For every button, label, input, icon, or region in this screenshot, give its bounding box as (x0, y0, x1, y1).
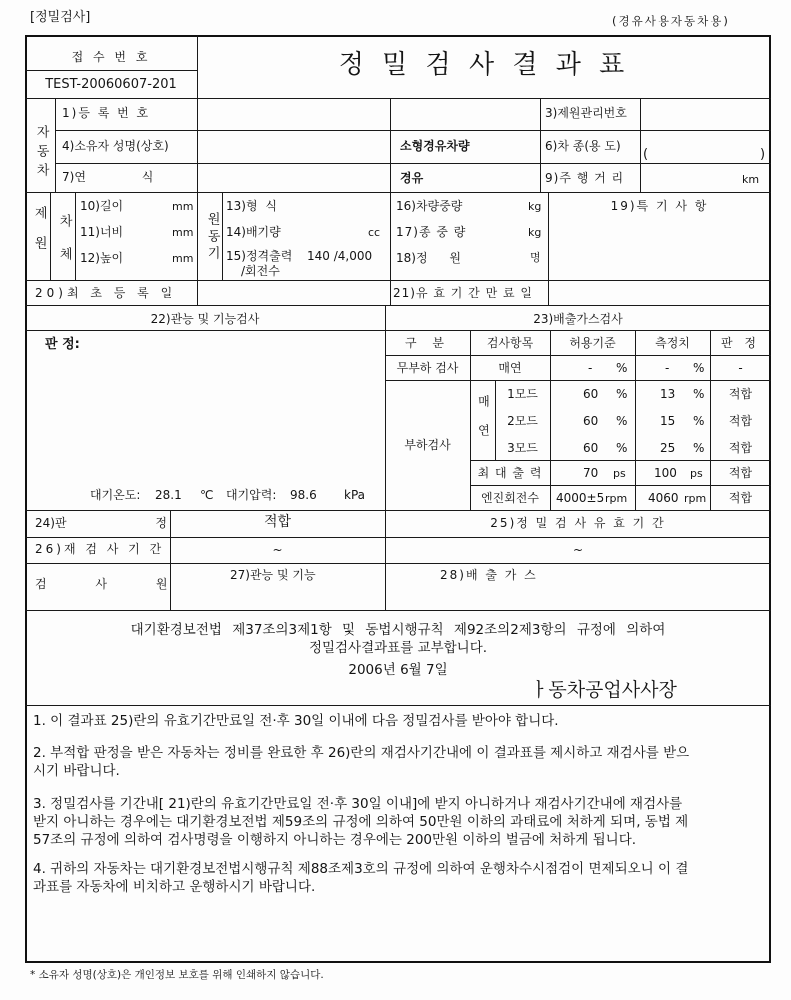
expiry-label: 21)유 효 기 간 만 료 일 (393, 286, 533, 300)
no-load-measured: - (665, 361, 670, 375)
mileage-unit: km (742, 173, 760, 186)
receipt-label: 접 수 번 호 (71, 50, 151, 64)
note-line: 2. 부적합 판정을 받은 자동차는 정비를 완료한 후 26)란의 재검사기간내에 이 결과표를 제시하고 재검사를 받으 (33, 745, 690, 761)
final-verdict-label: 24)판 정 (35, 516, 167, 530)
pressure-value: 98.6 (290, 488, 317, 502)
rule-line (470, 485, 771, 486)
engine-rpm-measured: 4060 (648, 491, 679, 505)
width-label: 11)너비 (80, 225, 124, 239)
rated-output-label: 15)정격출력 (226, 249, 293, 263)
sensory-check-title: 22)관능 및 기능검사 (150, 312, 260, 326)
mode-measured: 15 (660, 414, 676, 428)
emission-check-title: 23)배출가스검사 (533, 312, 623, 326)
inspector-label: 검 사 원 (35, 577, 168, 591)
displacement-unit: cc (368, 226, 381, 239)
mode-limit: 60 (583, 414, 599, 428)
fuel-value: 경유 (400, 171, 424, 185)
type-label: 6)차 종(용 도) (545, 139, 621, 153)
note-line: 시기 바랍니다. (33, 763, 120, 779)
rule-line (470, 330, 471, 510)
rule-line (25, 610, 771, 611)
mode-name: 2모드 (507, 414, 538, 428)
rule-line (640, 98, 641, 192)
smoke-label: 매연 (476, 395, 491, 453)
gross-weight-unit: kg (528, 226, 542, 239)
rule-line (540, 98, 541, 192)
note-line: 받지 아니하는 경우에는 대기환경보전법 제59조의 규정에 의하여 50만원 이하의 과태료에 처하게 되며, 동법 제 (33, 814, 689, 830)
engine-label: 원동기 (204, 212, 220, 263)
rule-line (25, 98, 771, 99)
rule-line (75, 192, 76, 280)
mode-limit: 60 (583, 387, 599, 401)
table-header: 허용기준 (569, 336, 616, 350)
mode-limit-unit: % (616, 387, 628, 401)
mode-verdict: 적합 (728, 387, 753, 401)
engine-model-label: 13)형 식 (226, 199, 277, 213)
no-load-limit-unit: % (616, 361, 628, 375)
height-label: 12)높이 (80, 251, 124, 265)
issue-date: 2006년 6월 7일 (348, 662, 448, 678)
mode-name: 3모드 (507, 441, 538, 455)
receipt-number: TEST-20060607-201 (45, 77, 177, 92)
recheck-period-label: 26)재 검 사 기 간 (35, 542, 165, 556)
engine-rpm-label: 엔진회전수 (481, 491, 539, 505)
width-unit: mm (172, 226, 194, 239)
table-header: 측정치 (655, 336, 690, 350)
rule-line (25, 537, 771, 538)
max-power-label: 최 대 출 력 (477, 466, 543, 480)
max-power-verdict: 적합 (728, 466, 753, 480)
rule-line (25, 70, 197, 71)
certification-line: 대기환경보전법 제37조의3제1항 및 동법시행규칙 제92조의2제3항의 규정에 의하여 (130, 622, 666, 638)
mode-measured-unit: % (693, 414, 705, 428)
rule-line (25, 705, 771, 706)
no-load-item: 매연 (498, 361, 522, 375)
rule-line (25, 192, 771, 193)
final-verdict: 적합 (263, 514, 292, 530)
mode-measured: 13 (660, 387, 676, 401)
table-header: 검사항목 (486, 336, 534, 350)
no-load-verdict: - (738, 361, 743, 375)
form-tag: [정밀검사] (30, 10, 91, 25)
body-label: 차체 (56, 214, 72, 280)
displacement-label: 14)배기량 (226, 225, 281, 239)
rule-line (25, 330, 771, 331)
issuer-name: ㅏ동차공업사사장 (530, 679, 677, 701)
mode-measured-unit: % (693, 387, 705, 401)
mode-verdict: 적합 (728, 441, 753, 455)
mode-limit-unit: % (616, 441, 628, 455)
engine-rpm-limit: 4000±5 (556, 491, 605, 505)
spec-no-label: 3)제원관리번호 (545, 106, 627, 120)
mode-measured-unit: % (693, 441, 705, 455)
rule-line (50, 192, 51, 280)
max-power-measured: 100 (654, 466, 677, 480)
rule-line (25, 280, 771, 281)
table-header: 구 분 (405, 336, 450, 350)
load-check-label: 부하검사 (404, 438, 451, 452)
rule-line (25, 305, 771, 306)
note-line: 1. 이 결과표 25)란의 유효기간만료일 전·후 30일 이내에 다음 정밀검사를 받아야 합니다. (33, 713, 559, 729)
rule-line (25, 563, 771, 564)
ambient-temp-value: 28.1 (155, 488, 182, 502)
registration-label: 1)등 록 번 호 (62, 106, 151, 120)
note-line: 3. 정밀검사를 기간내[ 21)란의 유효기간만료일 전·후 30일 이내]에 받지 아니하거나 재검사기간내에 재검사를 (33, 796, 683, 812)
note-line: 과표를 자동차에 비치하고 운행하시기 바랍니다. (33, 879, 316, 895)
page-title: 정 밀 검 사 결 과 표 (338, 50, 630, 80)
validity-period-label: 25)정 밀 검 사 유 효 기 간 (490, 516, 666, 530)
mileage-label: 9)주 행 거 리 (545, 171, 625, 185)
ambient-temp-unit: ℃ (200, 488, 214, 502)
owner-label: 4)소유자 성명(상호) (62, 139, 169, 153)
certification-line: 정밀검사결과표를 교부합니다. (308, 640, 488, 656)
gross-weight-label: 17)종 중 량 (396, 225, 467, 239)
rule-line (25, 510, 771, 511)
table-header: 판 정 (721, 336, 760, 350)
rule-line (55, 163, 771, 164)
rule-line (635, 330, 636, 510)
no-load-limit: - (588, 361, 593, 375)
mode-name: 1모드 (507, 387, 538, 401)
note-line: 4. 귀하의 자동차는 대기환경보전법시행규칙 제88조제3호의 규정에 의하여 운행차수시점검이 면제되오니 이 결 (33, 861, 689, 877)
curb-weight-label: 16)차량중량 (396, 199, 463, 213)
model-year-label: 7)연 식 (62, 170, 154, 184)
max-power-measured-unit: ps (690, 467, 703, 480)
type-open-paren: ( (643, 147, 649, 162)
inspector-emission-label: 28)배 출 가 스 (440, 568, 538, 582)
privacy-footnote: * 소유자 성명(상호)은 개인정보 보호를 위해 인쇄하지 않습니다. (30, 969, 324, 981)
capacity-unit: 명 (530, 251, 541, 264)
inspector-sensory-label: 27)관능 및 기능 (230, 568, 316, 582)
rated-output-value: 140 /4,000 (307, 249, 373, 263)
engine-rpm-measured-unit: rpm (684, 492, 707, 505)
rule-line (385, 305, 386, 610)
engine-rpm-verdict: 적합 (728, 491, 753, 505)
no-load-measured-unit: % (693, 361, 705, 375)
sensory-verdict-label: 판 정: (45, 337, 80, 352)
rule-line (550, 330, 551, 510)
note-line: 57조의 규정에 의하여 검사명령을 이행하지 아니하는 경우에는 200만원 이하의 벌금에 처하게 됩니다. (33, 832, 637, 848)
remarks-label: 19)특 기 사 항 (610, 199, 709, 213)
form-type: (경유사용자동차용) (612, 14, 730, 28)
specs-section-label: 제원 (31, 206, 47, 266)
mode-measured: 25 (660, 441, 676, 455)
vehicle-section-label: 자동차 (33, 125, 49, 182)
pressure-unit: kPa (344, 488, 365, 502)
recheck-period-range: ~ (272, 543, 283, 557)
curb-weight-unit: kg (528, 200, 542, 213)
mode-verdict: 적합 (728, 414, 753, 428)
length-label: 10)길이 (80, 199, 124, 213)
max-power-limit: 70 (583, 466, 599, 480)
rule-line (385, 380, 771, 381)
rule-line (470, 460, 771, 461)
validity-period-range: ~ (572, 543, 584, 557)
vehicle-class: 소형경유차량 (400, 139, 470, 153)
ambient-temp-label: 대기온도: (90, 488, 141, 502)
type-close-paren: ) (760, 147, 766, 162)
no-load-label: 무부하 검사 (396, 361, 459, 375)
mode-limit: 60 (583, 441, 599, 455)
engine-rpm-limit-unit: rpm (605, 492, 628, 505)
rule-line (55, 130, 771, 131)
capacity-label: 18)정 원 (396, 251, 461, 265)
mode-limit-unit: % (616, 414, 628, 428)
rule-line (222, 192, 223, 280)
rule-line (385, 355, 771, 356)
first-registration-label: 20)최 초 등 록 일 (35, 286, 177, 300)
rated-output-rpm-label: /회전수 (241, 264, 280, 278)
rule-line (390, 98, 391, 305)
height-unit: mm (172, 252, 194, 265)
rule-line (55, 98, 56, 192)
max-power-limit-unit: ps (613, 467, 626, 480)
length-unit: mm (172, 200, 194, 213)
pressure-label: 대기압력: (226, 488, 277, 502)
